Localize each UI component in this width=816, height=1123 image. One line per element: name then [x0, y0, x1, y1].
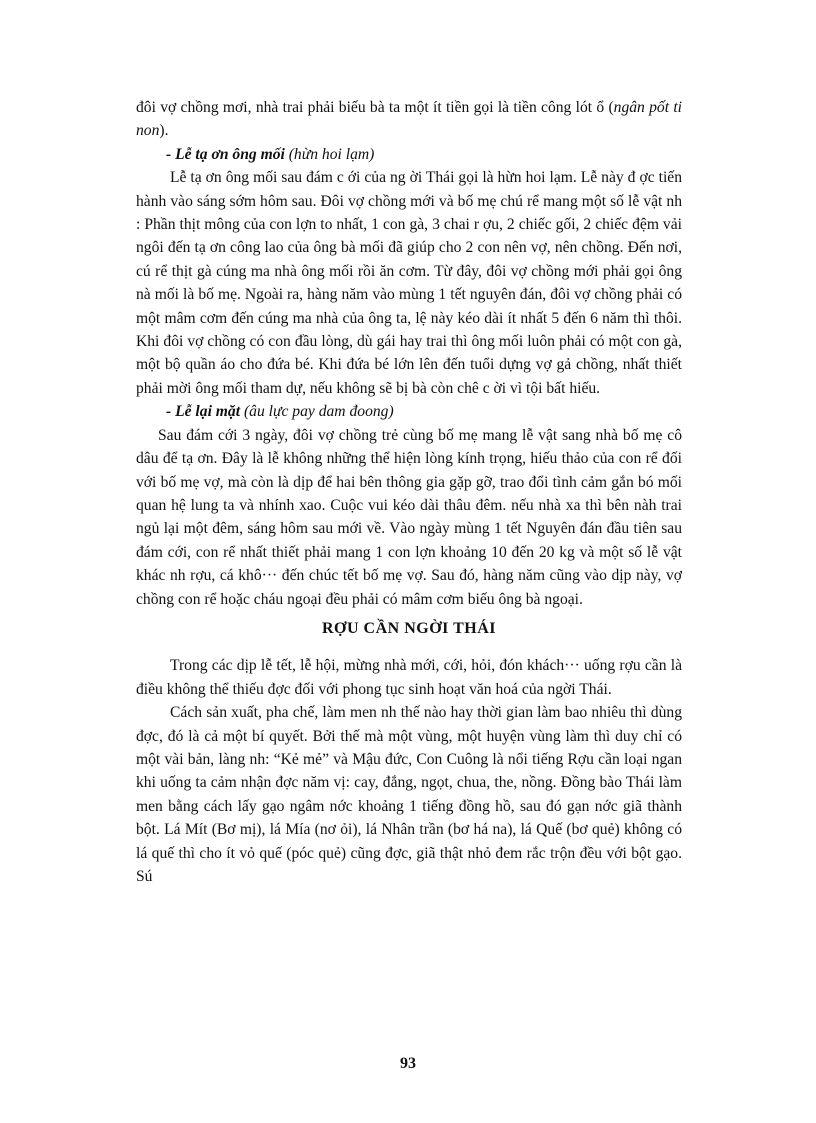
paragraph-3: Sau đám cới 3 ngày, đôi vợ chồng trẻ cùng bố mẹ mang lễ vật sang nhà bố mẹ cô dâu để tạ ơn. Đây là lễ không những thể hiện lòng kính trọng, hiếu thảo của con rể đối với bố mẹ vợ, mà còn là dịp để hai bên thông gia gặp gỡ, trao đổi tình cảm gắn bó mối quan hệ lung ta và nhính xao. Cuộc vui kéo dài thâu đêm. nếu nhà xa thì bên nàh trai ngủ lại một đêm, sáng hôm sau mới về. Vào ngày mùng 1 tết Nguyên đán đầu tiên sau đám cới, con rể nhất thiết phải mang 1 con lợn khoảng 10 đến 20 kg và một số lễ vật khác nh rợu, cá khô··· đến chúc tết bố mẹ vợ. Sau đó, hàng năm cũng vào dịp này, vợ chồng con rể hoặc cháu ngoại đều phải có mâm cơm biếu ông bà ngoại. — [136, 426, 682, 608]
section-heading-return-visit-title: - Lễ lại mặt — [166, 403, 241, 421]
section-title: RỢU CẦN NGỜI THÁI — [322, 619, 496, 637]
paragraph-2: Lễ tạ ơn ông mối sau đám c ới của ng ời Thái gọi là hừn hoi lạm. Lễ này đ ợc tiến hành vào sáng sớm hôm sau. Đôi vợ chồng mới và bố mẹ chú rể mang một số lễ vật nh : Phần thịt mông của con lợn to nhất, 1 con gà, 3 chai r ợu, 2 chiếc gối, 2 chiếc đệm vải ngôi đến tạ ơn công lao của ông bà mối đã giúp cho 2 con nên vợ, nên chồng. Đến nơi, cú rể thịt gà cúng ma nhà ông mối rồi ăn cơm. Từ đây, đôi vợ chồng mới phải gọi ông nà mối là bố mẹ. Ngoài ra, hàng năm vào mùng 1 tết nguyên đán, đôi vợ chồng phải có một mâm cơm đến cúng ma nhà của ông ta, lệ này kéo dài ít nhất 5 đến 6 năm thì thôi. Khi đôi vợ chồng có con đầu lòng, dù gái hay trai thì ông mối luôn phải có một con gà, một bộ quần áo cho đứa bé. Khi đứa bé lớn lên đến tuổi dựng vợ gả chồng, nhất thiết phải mời ông mối tham dự, nếu không sẽ bị bà còn chê c ời vì tội bất hiếu. — [136, 169, 682, 397]
paragraph-1-text: đôi vợ chồng mơi, nhà trai phải biếu bà ta một ít tiền gọi là tiền công lót ổ ( — [136, 99, 614, 116]
section-heading-thanks-title: - Lễ tạ ơn ông mối — [166, 145, 285, 163]
paragraph-1-italic: ngân pốt ti non — [136, 99, 682, 140]
paragraph-1-end: ). — [159, 122, 169, 140]
paragraph-4: Trong các dịp lễ tết, lễ hội, mừng nhà mới, cới, hỏi, đón khách··· uống rợu cần là điều không thể thiếu đợc đối với phong tục sinh hoạt văn hoá của ngời Thái. — [136, 657, 682, 698]
section-heading-thanks-subtitle: (hừn hoi lạm) — [284, 145, 375, 163]
page-body — [136, 96, 682, 888]
page-number: 93 — [400, 1055, 416, 1072]
paragraph-1 — [136, 96, 682, 143]
section-heading-return-visit-subtitle: (âu lực pay dam đoong) — [240, 403, 394, 421]
section-heading-thanks — [136, 143, 682, 166]
section-heading-return-visit — [136, 400, 682, 423]
paragraph-5: Cách sản xuất, pha chế, làm men nh thế nào hay thời gian làm bao nhiêu thì dùng đợc, đó là cả một bí quyết. Bởi thế mà một vùng, một huyện vùng làm thì duy chỉ có một vài bản, làng nh: “Kẻ mẻ” và Mậu đức, Con Cuông là nổi tiếng Rợu cần loại ngan khi uống ta cảm nhận đợc năm vị: cay, đắng, ngọt, chua, the, nồng. Đồng bào Thái làm men bằng cách lấy gạo ngâm nớc khoảng 1 tiếng đồng hồ, sau đó gạn nớc giã thành bột. Lá Mít (Bơ mị), lá Mía (nơ ỏi), lá Nhân trần (bơ há na), lá Quế (bơ quẻ) không có lá quế thì cho ít vỏ quế (póc quẻ) cũng đợc, giã thật nhỏ đem rắc trộn đều với bột gạo. Sú — [136, 704, 682, 885]
